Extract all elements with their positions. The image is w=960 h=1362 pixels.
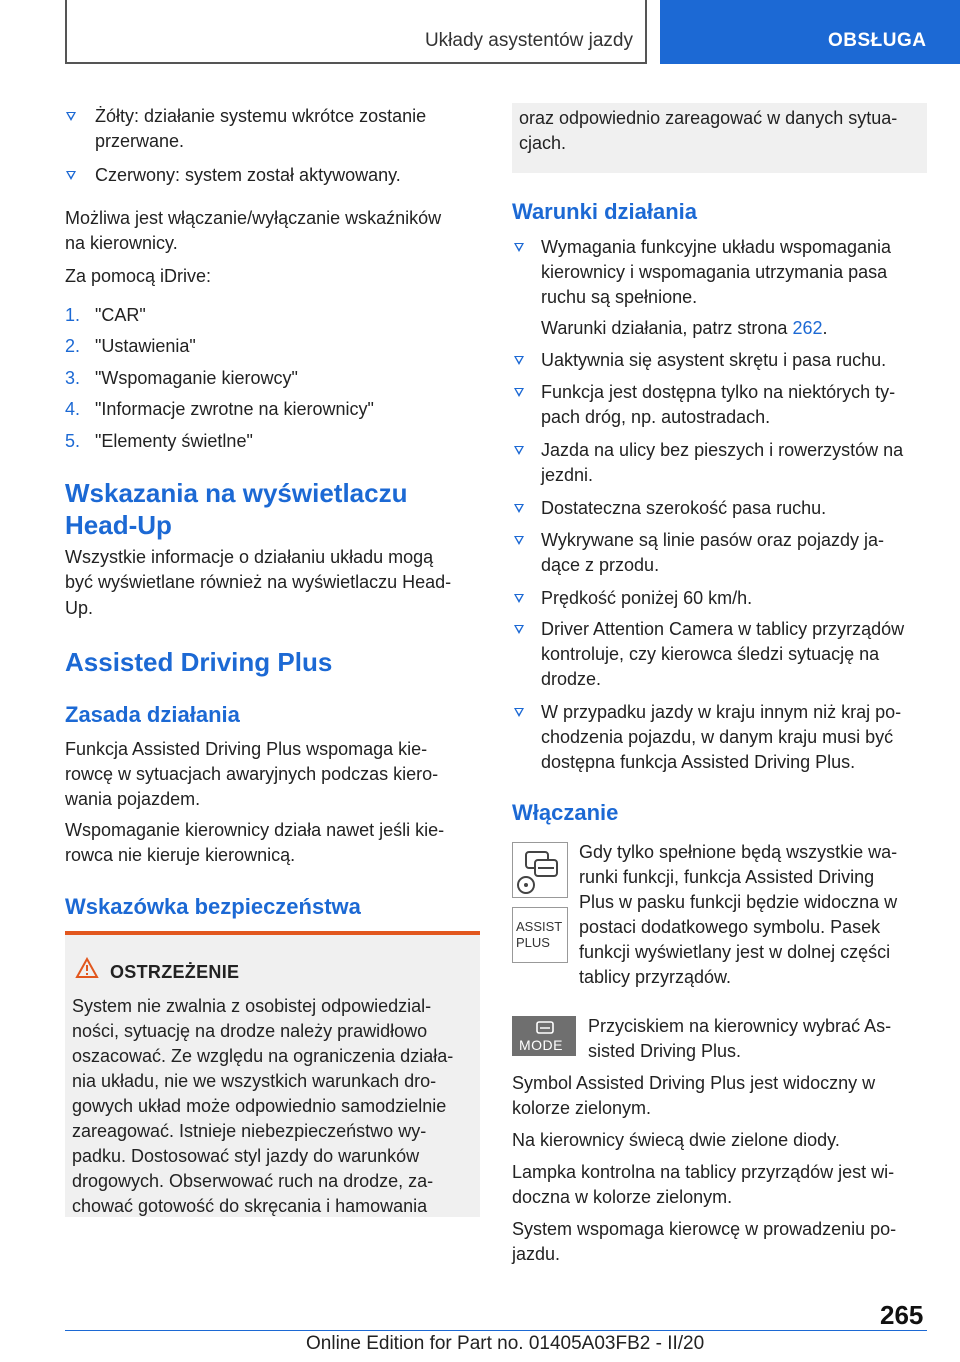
bullet-yellow-line1: Żółty: działanie systemu wkrótce zostanie xyxy=(95,106,427,126)
page-link-262[interactable]: 262 xyxy=(792,318,823,338)
warning-text-line: padku. Dostosować styl jazdy do warunków xyxy=(72,1146,420,1166)
condition-line: Uaktywnia się asystent skrętu i pasa ruchu. xyxy=(541,350,887,370)
bullet-triangle-icon xyxy=(66,112,76,121)
para-line: kolorze zielonym. xyxy=(512,1098,652,1118)
wlacz-text-line: tablicy przyrządów. xyxy=(579,967,732,987)
mode-icon-text: MODE xyxy=(519,1037,563,1053)
warning-text-line: oszacować. Ze względu na ograniczenia działa- xyxy=(72,1046,454,1066)
condition-line: Wymagania funkcyjne układu wspomagania xyxy=(541,237,892,257)
assist-plus-icon xyxy=(512,907,568,963)
zasada-text-line: Funkcja Assisted Driving Plus wspomaga kie- xyxy=(65,739,428,759)
warning-continued-line: cjach. xyxy=(519,133,567,153)
condition-line: chodzenia pojazdu, w danym kraju musi być xyxy=(541,727,894,747)
warning-continued-line: oraz odpowiednio zareagować w danych sytua- xyxy=(519,108,898,128)
step-number: 1. xyxy=(65,305,81,325)
condition-line: kontroluje, czy kierowca śledzi sytuację na xyxy=(541,644,880,664)
bullet-triangle-icon xyxy=(514,625,524,634)
header-tab[interactable] xyxy=(660,0,960,64)
heading-warunki: Warunki działania xyxy=(512,199,698,224)
warning-text-line: zareagować. Istnieje niebezpieczeństwo wy- xyxy=(72,1121,427,1141)
condition-line: dące z przodu. xyxy=(541,555,660,575)
para-line: Lampka kontrolna na tablicy przyrządów jest wi- xyxy=(512,1162,895,1182)
wlacz-text-line: Gdy tylko spełnione będą wszystkie wa- xyxy=(579,842,898,862)
step-number: 3. xyxy=(65,368,81,388)
condition-line: jezdni. xyxy=(541,465,594,485)
wlacz-text-line: postaci dodatkowego symbolu. Pasek xyxy=(579,917,881,937)
warning-text-line: chować gotowość do skręcania i hamowania xyxy=(72,1196,428,1216)
condition-line: pach dróg, np. autostradach. xyxy=(541,407,771,427)
bullet-yellow-line2: przerwane. xyxy=(95,131,185,151)
bullet-triangle-icon xyxy=(514,388,524,397)
mode-text-line: Przyciskiem na kierownicy wybrać As- xyxy=(588,1016,892,1036)
footer-rule xyxy=(65,1330,927,1331)
condition-line: Wykrywane są linie pasów oraz pojazdy ja- xyxy=(541,530,884,550)
step-text: "Ustawienia" xyxy=(95,336,196,356)
para-toggle-line1: Możliwa jest włączanie/wyłączanie wskaźników xyxy=(65,208,442,228)
heading-adp: Assisted Driving Plus xyxy=(65,647,333,677)
condition-line: Dostateczna szerokość pasa ruchu. xyxy=(541,498,827,518)
para-line: jazdu. xyxy=(512,1244,561,1264)
warning-text-line: System nie zwalnia z osobistej odpowiedzial- xyxy=(72,996,432,1016)
condition-reference xyxy=(541,316,828,341)
bullet-triangle-icon xyxy=(514,504,524,513)
para-toggle-line2: na kierownicy. xyxy=(65,233,178,253)
para-line: Symbol Assisted Driving Plus jest widoczny w xyxy=(512,1073,876,1093)
bullet-red: Czerwony: system został aktywowany. xyxy=(95,165,401,185)
step-text: "Wspomaganie kierowcy" xyxy=(95,368,298,388)
step-text: "CAR" xyxy=(95,305,146,325)
condition-line: Prędkość poniżej 60 km/h. xyxy=(541,588,753,608)
header-section-title: Układy asystentów jazdy xyxy=(424,30,633,51)
zasada-text2-line: rowca nie kieruje kierownicą. xyxy=(65,845,296,865)
mode-button-icon xyxy=(512,1016,576,1056)
step-number: 2. xyxy=(65,336,81,356)
heading-wlaczanie: Włączanie xyxy=(512,800,619,825)
bullet-triangle-icon xyxy=(514,594,524,603)
heading-zasada: Zasada działania xyxy=(65,702,240,727)
header-section-box xyxy=(65,0,647,64)
warning-text-line: nia układu, nie we wszystkich warunkach dro- xyxy=(72,1071,437,1091)
mode-text-line: sisted Driving Plus. xyxy=(588,1041,742,1061)
bullet-triangle-icon xyxy=(514,536,524,545)
para-line: Na kierownicy świecą dwie zielone diody. xyxy=(512,1130,840,1150)
warning-text-line: gowych układ może odpowiednio samodzielnie xyxy=(72,1096,447,1116)
warning-text-line: ności, sytuację na drodze należy prawidłowo xyxy=(72,1021,428,1041)
para-idrive: Za pomocą iDrive: xyxy=(65,266,212,286)
condition-line: Funkcja jest dostępna tylko na niektórych ty- xyxy=(541,382,896,402)
bullet-triangle-icon xyxy=(514,708,524,717)
hud-text-line: być wyświetlane również na wyświetlaczu Head- xyxy=(65,572,452,592)
header-tab-label: OBSŁUGA xyxy=(828,30,927,51)
zasada-text2-line: Wspomaganie kierownicy działa nawet jeśli kie- xyxy=(65,820,445,840)
hud-text-line: Wszystkie informacje o działaniu układu mogą xyxy=(65,547,434,567)
heading-wskazowka: Wskazówka bezpieczeństwa xyxy=(65,894,361,919)
para-line: doczna w kolorze zielonym. xyxy=(512,1187,733,1207)
mode-car-icon xyxy=(535,1020,555,1036)
step-number: 4. xyxy=(65,399,81,419)
hud-text-line: Up. xyxy=(65,598,94,618)
zasada-text-line: rowcę w sytuacjach awaryjnych podczas kiero- xyxy=(65,764,439,784)
page-number: 265 xyxy=(880,1300,924,1330)
bullet-triangle-icon xyxy=(514,243,524,252)
warning-title: OSTRZEŻENIE xyxy=(110,962,240,982)
condition-line: dostępna funkcja Assisted Driving Plus. xyxy=(541,752,856,772)
wlacz-text-line: Plus w pasku funkcji będzie widoczna w xyxy=(579,892,898,912)
heading-hud-line1: Wskazania na wyświetlaczu xyxy=(65,478,408,508)
condition-line: kierownicy i wspomagania utrzymania pasa xyxy=(541,262,888,282)
step-text: "Elementy świetlne" xyxy=(95,431,253,451)
footer-edition: Online Edition for Part no. 01405A03FB2 - II/20 xyxy=(306,1333,705,1354)
warning-text-line: drogowych. Obserwować ruch na drodze, za- xyxy=(72,1171,434,1191)
condition-line: Driver Attention Camera w tablicy przyrządów xyxy=(541,619,905,639)
bullet-triangle-icon xyxy=(66,171,76,180)
condition-line: ruchu są spełnione. xyxy=(541,287,698,307)
wlacz-text-line: runki funkcji, funkcja Assisted Driving xyxy=(579,867,875,887)
wlacz-text-line: funkcji wyświetlany jest w dolnej części xyxy=(579,942,891,962)
assist-car-steering-icon xyxy=(512,842,568,898)
assist-icon-text: PLUS xyxy=(516,935,550,950)
condition-line: W przypadku jazdy w kraju innym niż kraj po- xyxy=(541,702,902,722)
heading-hud-line2: Head-Up xyxy=(65,510,172,540)
reference-suffix: . xyxy=(822,318,828,338)
step-text: "Informacje zwrotne na kierownicy" xyxy=(95,399,374,419)
zasada-text-line: wania pojazdem. xyxy=(65,789,201,809)
bullet-triangle-icon xyxy=(514,356,524,365)
condition-line: drodze. xyxy=(541,669,602,689)
condition-line: Jazda na ulicy bez pieszych i rowerzystów na xyxy=(541,440,904,460)
para-line: System wspomaga kierowcę w prowadzeniu po- xyxy=(512,1219,897,1239)
bullet-triangle-icon xyxy=(514,446,524,455)
warning-triangle-icon xyxy=(75,957,99,979)
reference-prefix: Warunki działania, patrz strona xyxy=(541,318,793,338)
assist-icon-text: ASSIST xyxy=(516,919,563,934)
step-number: 5. xyxy=(65,431,81,451)
